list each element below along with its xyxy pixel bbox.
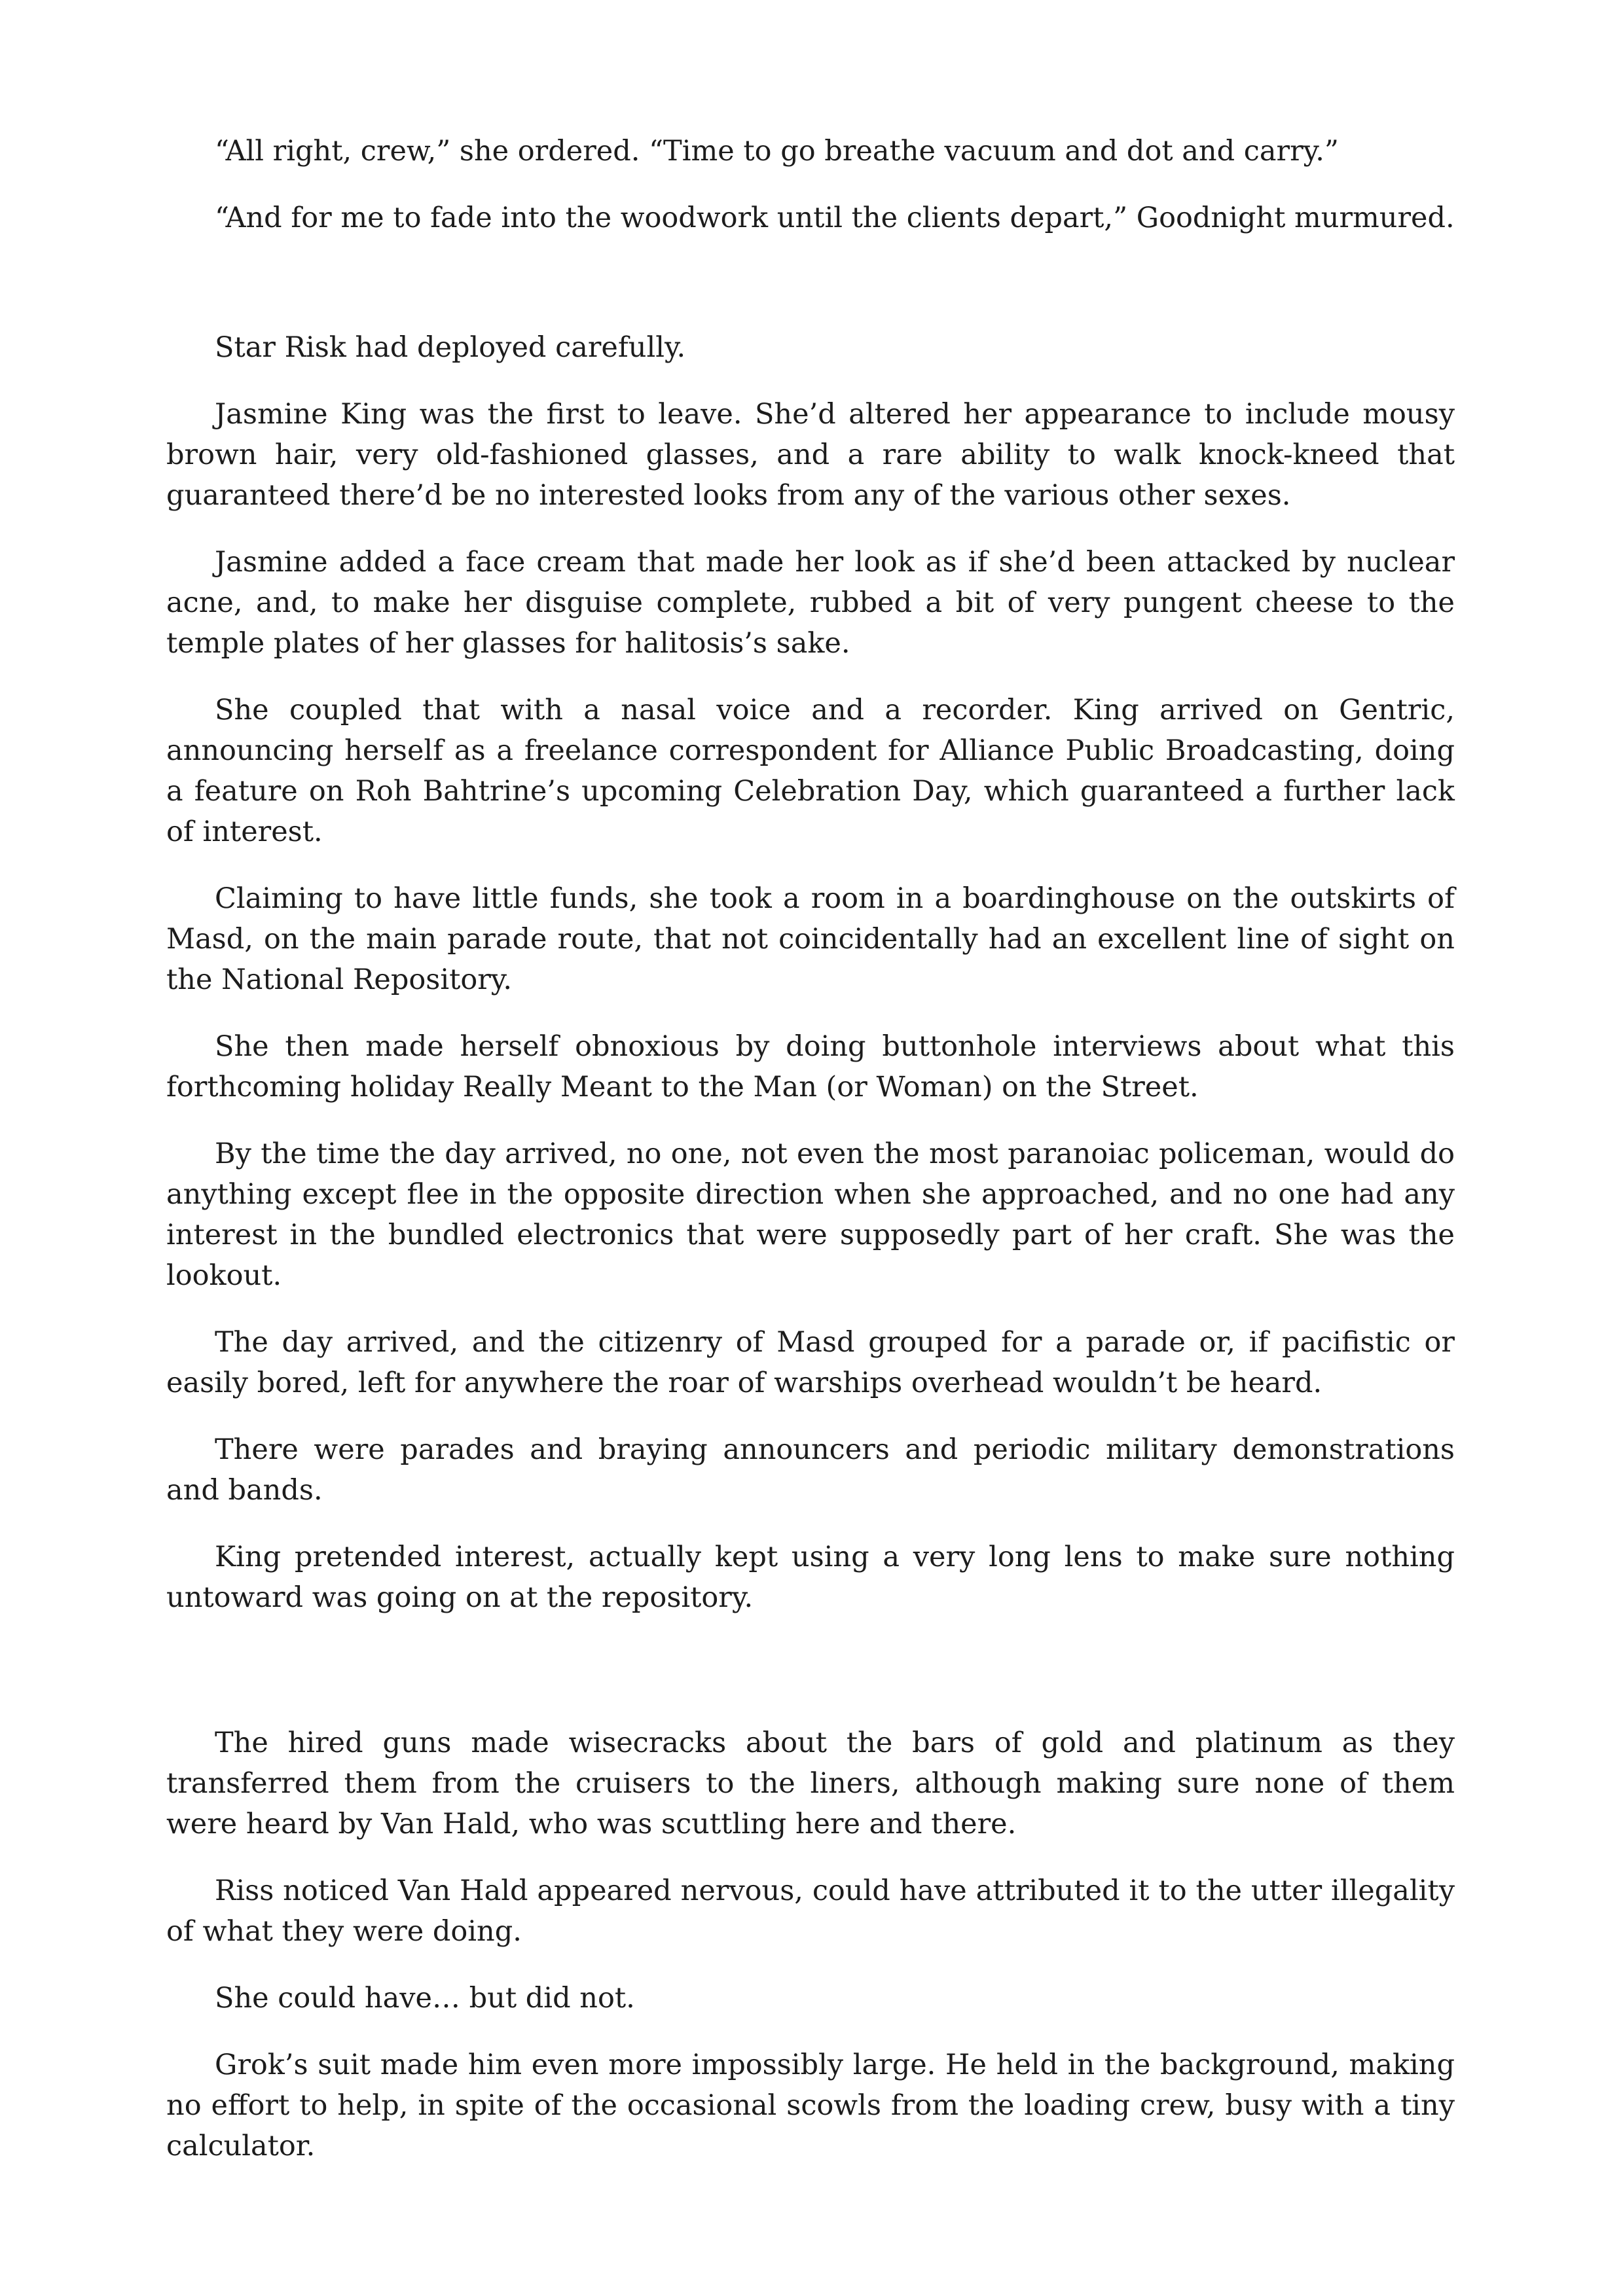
paragraph: By the time the day arrived, no one, not even the most paranoiac policeman, would do anything except flee in the opposite direction when she approached, and no one had any interest in the bundled electronics that were supposedly part of her craft. She was the lookout. xyxy=(166,1138,1455,1292)
book-page xyxy=(166,131,1455,2193)
paragraph: Grok’s suit made him even more impossibly large. He held in the background, making no effort to help, in spite of the occasional scowls from the loading crew, busy with a tiny calculator. xyxy=(166,2049,1455,2162)
paragraph: The hired guns made wisecracks about the bars of gold and platinum as they transferred them from the cruisers to the liners, although making sure none of them were heard by Van Hald, who was scuttling here and there. xyxy=(166,1727,1455,1840)
paragraph: Jasmine added a face cream that made her look as if she’d been attacked by nuclear acne, and, to make her disguise complete, rubbed a bit of very pungent cheese to the temple plates of her glasses for halitosis’s sake. xyxy=(166,546,1455,660)
paragraph: She coupled that with a nasal voice and a recorder. King arrived on Gentric, announcing herself as a freelance correspondent for Alliance Public Broadcasting, doing a feature on Roh Bahtrine’s upcoming Celebration Day, which guaranteed a further lack of interest. xyxy=(166,694,1455,848)
section-break xyxy=(166,264,1455,327)
paragraph: “And for me to fade into the woodwork until the clients depart,” Goodnight murmured. xyxy=(215,202,1455,234)
paragraph: King pretended interest, actually kept using a very long lens to make sure nothing untoward was going on at the repository. xyxy=(166,1541,1455,1614)
paragraph: Claiming to have little funds, she took a room in a boardinghouse on the outskirts of Masd, on the main parade route, that not coincidentally had an excellent line of sight on the National Repository. xyxy=(166,882,1455,996)
paragraph: Jasmine King was the first to leave. She’d altered her appearance to include mousy brown hair, very old-fashioned glasses, and a rare ability to walk knock-kneed that guaranteed there’d be no interested looks from any of the various other sexes. xyxy=(166,398,1455,512)
paragraph: Riss noticed Van Hald appeared nervous, could have attributed it to the utter illegality of what they were doing. xyxy=(166,1874,1455,1948)
paragraph: There were parades and braying announcers and periodic military demonstrations and bands. xyxy=(166,1433,1455,1507)
paragraph: The day arrived, and the citizenry of Masd grouped for a parade or, if pacifistic or easily bored, left for anywhere the roar of warships overhead wouldn’t be heard. xyxy=(166,1326,1455,1399)
paragraph: She then made herself obnoxious by doing buttonhole interviews about what this forthcoming holiday Really Meant to the Man (or Woman) on the Street. xyxy=(166,1030,1455,1103)
paragraph: She could have… but did not. xyxy=(215,1982,635,2015)
section-break xyxy=(166,1644,1455,1723)
paragraph: “All right, crew,” she ordered. “Time to go breathe vacuum and dot and carry.” xyxy=(215,135,1339,168)
paragraph: Star Risk had deployed carefully. xyxy=(215,331,686,364)
